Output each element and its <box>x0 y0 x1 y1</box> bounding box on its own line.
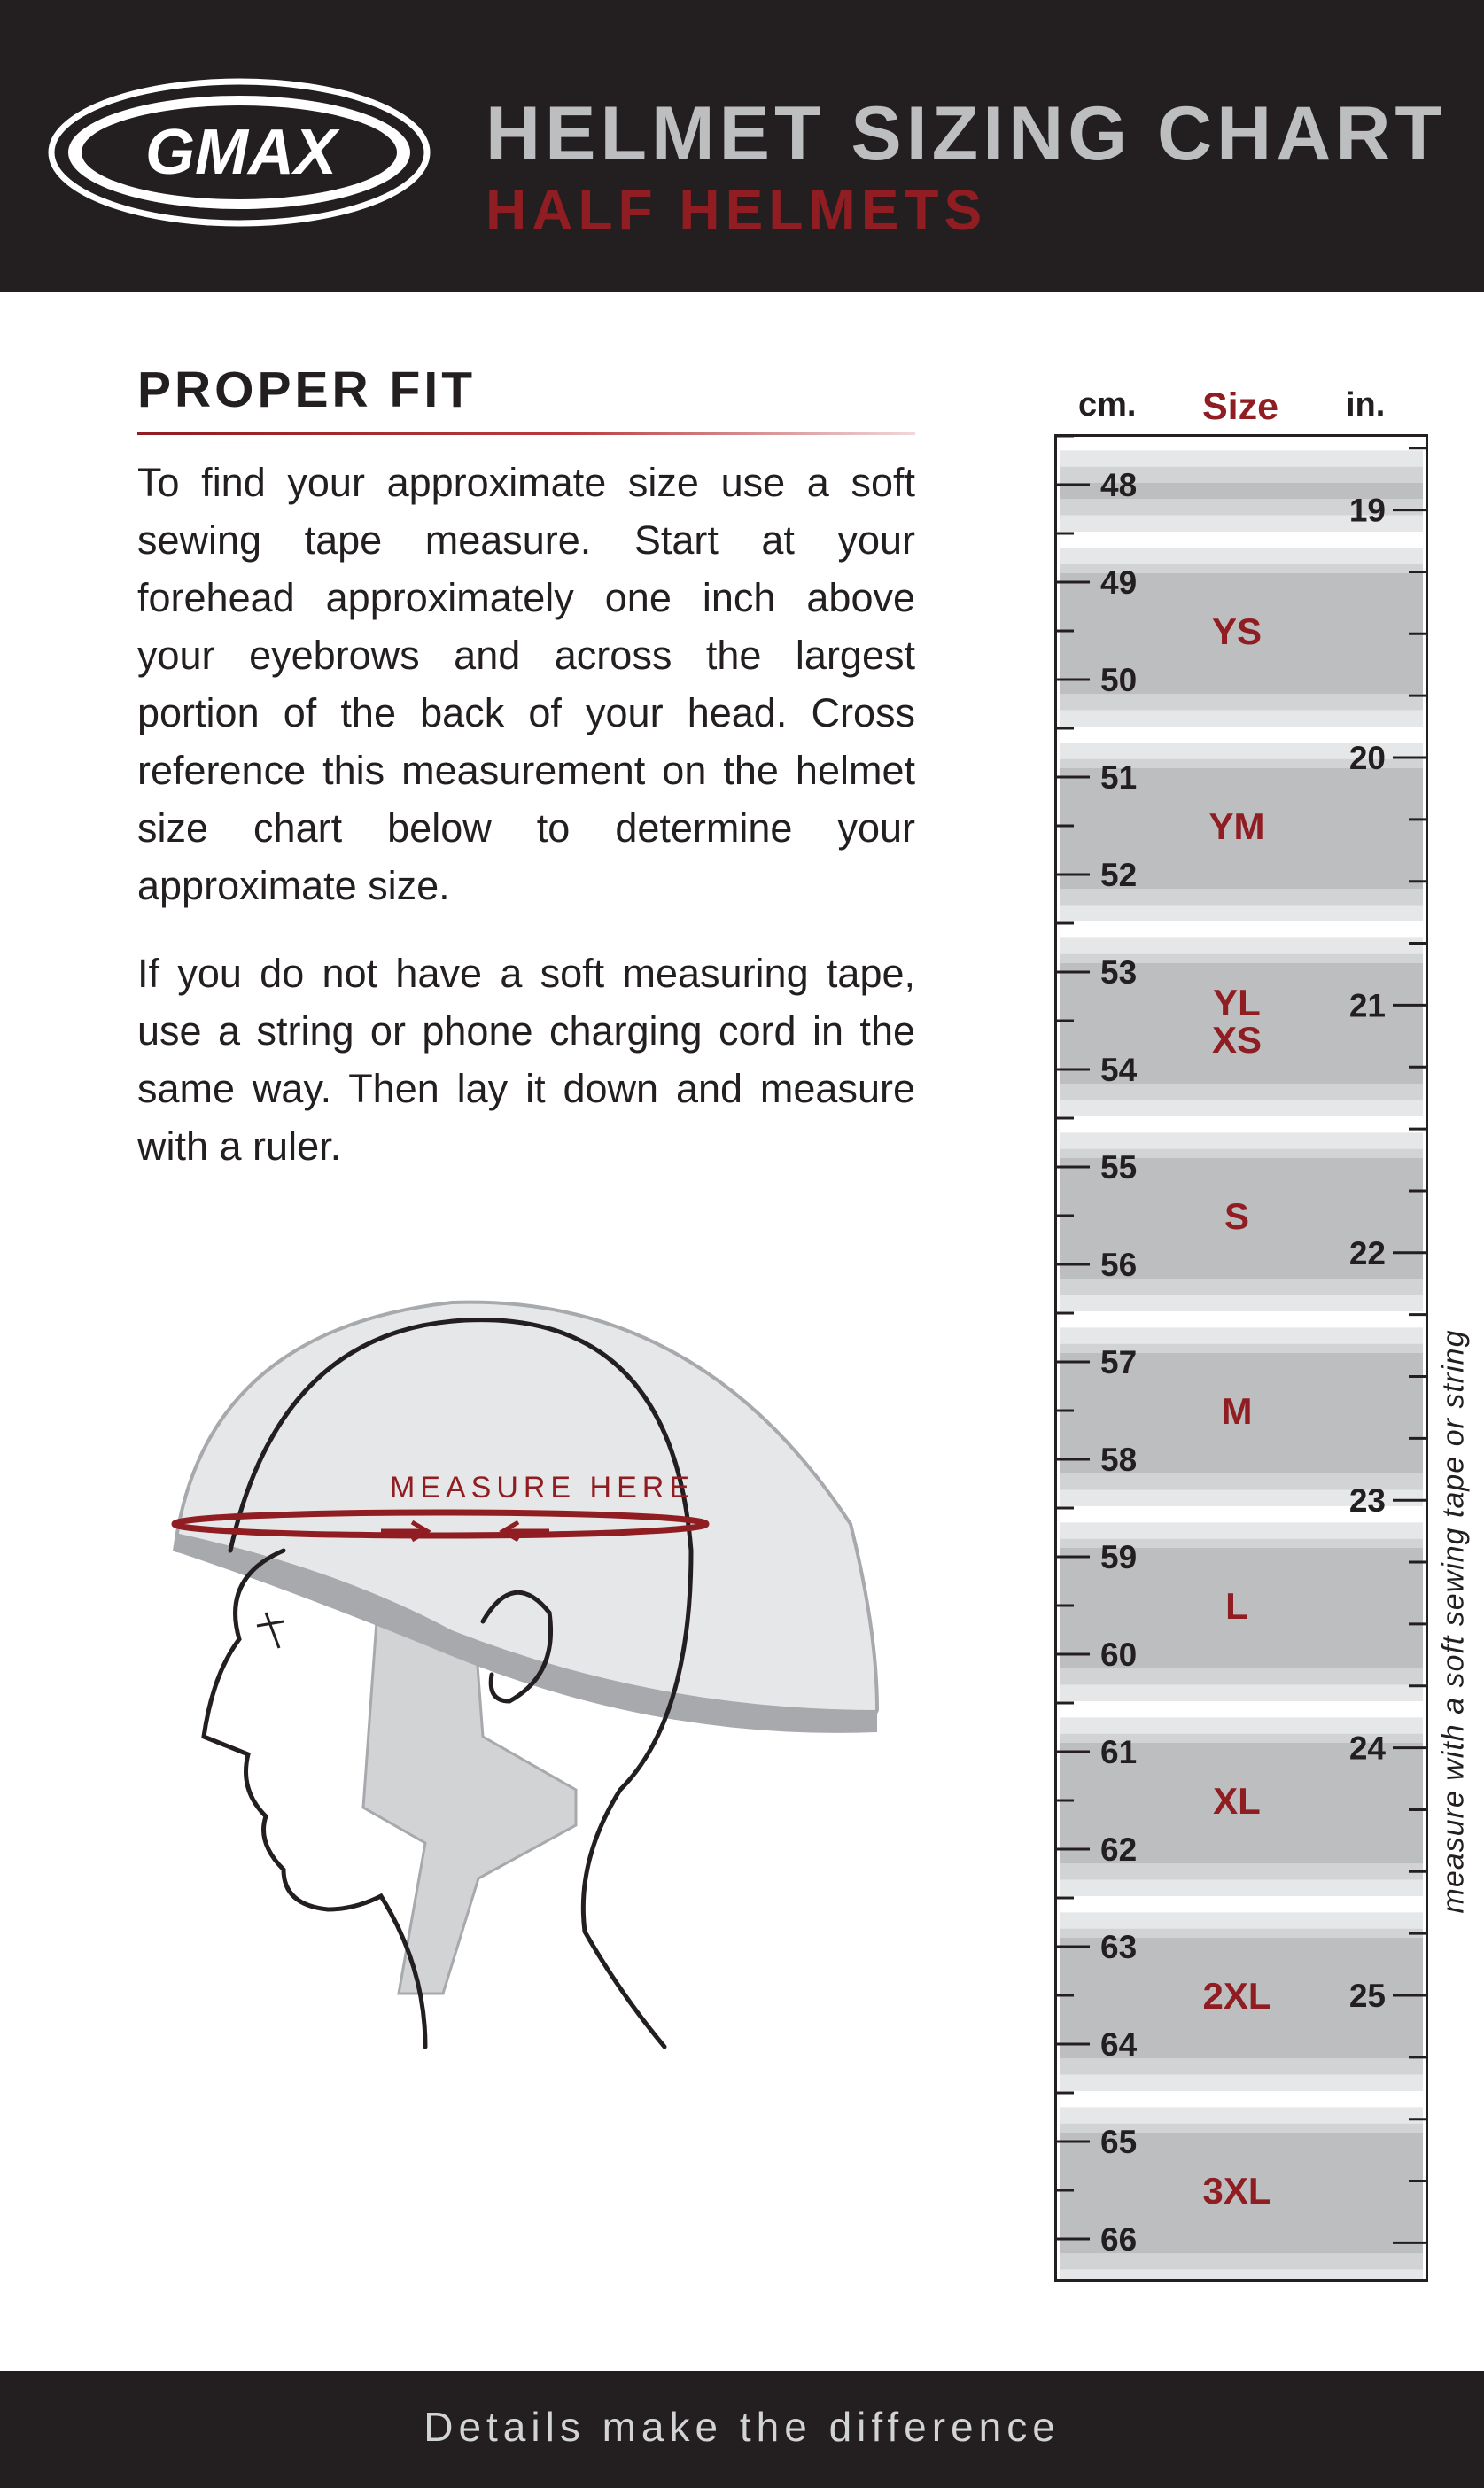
size-label-xl: XL <box>1213 1780 1261 1822</box>
tape-band <box>1060 548 1423 564</box>
cm-label: 66 <box>1100 2221 1138 2258</box>
tape-band <box>1060 2091 1423 2107</box>
inch-label: 24 <box>1348 1730 1386 1767</box>
tape-band <box>1060 532 1423 548</box>
instructions-paragraph-1: To find your approximate size use a soft sewing tape measure. Start at your forehead approximately one inch above your eyebrows and across the largest portion of the back of your head. Cross reference this measurement on the helmet size chart below to determine your approximate size. <box>137 460 915 908</box>
cm-label: 50 <box>1100 662 1138 698</box>
footer-tagline: Details make the difference <box>423 2404 1061 2450</box>
tape-band <box>1060 450 1423 466</box>
cm-label: 61 <box>1100 1734 1138 1770</box>
size-label-s: S <box>1224 1195 1250 1237</box>
tape-band <box>1060 2107 1423 2123</box>
tape-band <box>1060 937 1423 953</box>
heading-divider <box>137 432 915 435</box>
inch-label: 23 <box>1348 1482 1386 1520</box>
proper-fit-heading: PROPER FIT <box>137 362 477 418</box>
cm-label: 54 <box>1100 1052 1138 1088</box>
tape-band <box>1060 921 1423 937</box>
size-label-2xl: 2XL <box>1202 1975 1271 2017</box>
size-label-ym: YM <box>1208 805 1265 847</box>
tape-band <box>1060 1522 1423 1538</box>
tape-band <box>1060 2075 1423 2091</box>
cm-label: 65 <box>1100 2124 1138 2160</box>
size-column-header: Size <box>1201 385 1279 428</box>
cm-label: 59 <box>1100 1539 1138 1575</box>
tape-band <box>1060 1116 1423 1132</box>
measure-here-label: MEASURE HERE <box>389 1471 695 1504</box>
svg-text:GMAX: GMAX <box>145 117 337 188</box>
gmax-logo <box>44 75 434 230</box>
size-label-ys: YS <box>1211 610 1263 652</box>
cm-label: 55 <box>1100 1149 1138 1186</box>
size-label-xs: XS <box>1211 1019 1263 1061</box>
cm-label: 57 <box>1100 1344 1138 1380</box>
cm-label: 52 <box>1100 857 1138 893</box>
cm-label: 49 <box>1100 564 1138 601</box>
cm-label: 51 <box>1100 759 1138 796</box>
cm-column-header: cm. <box>1078 386 1137 424</box>
tape-band <box>1060 711 1423 727</box>
tape-band <box>1060 1311 1423 1327</box>
tape-band <box>1060 1327 1423 1343</box>
page-title: HELMET SIZING CHART <box>486 91 1446 176</box>
inch-column-header: in. <box>1346 386 1386 424</box>
header-banner <box>0 0 1484 292</box>
size-label-m: M <box>1221 1390 1253 1432</box>
inch-label: 20 <box>1348 740 1386 776</box>
tape-band <box>1060 1912 1423 1928</box>
cm-label: 53 <box>1100 954 1138 991</box>
page-subtitle: HALF HELMETS <box>486 178 988 242</box>
tape-band <box>1060 1896 1423 1912</box>
tape-band <box>1060 1685 1423 1701</box>
tape-band <box>1060 1295 1423 1311</box>
tape-band <box>1060 906 1423 921</box>
size-label-yl: YL <box>1213 982 1261 1023</box>
cm-label: 48 <box>1100 467 1138 503</box>
cm-label: 62 <box>1100 1831 1138 1868</box>
instructions-paragraph-2: If you do not have a soft measuring tape, use a string or phone charging cord in the same way. Then lay it down and measure with a ruler. <box>137 951 915 1169</box>
footer-banner <box>0 2371 1484 2488</box>
tape-band <box>1060 1132 1423 1148</box>
tape-band <box>1060 1880 1423 1896</box>
cm-label: 63 <box>1100 1929 1138 1965</box>
measure-tip-note: measure with a soft sewing tape or string <box>1436 1329 1471 1914</box>
measuring-tape-chart <box>1054 434 1428 2282</box>
cm-label: 56 <box>1100 1247 1138 1283</box>
head-helmet-illustration <box>159 1258 904 2073</box>
tape-band <box>1060 1701 1423 1717</box>
cm-label: 64 <box>1100 2026 1138 2063</box>
size-label-l: L <box>1225 1585 1248 1627</box>
size-label-3xl: 3XL <box>1202 2170 1271 2212</box>
inch-label: 25 <box>1348 1978 1386 2014</box>
tape-band <box>1060 1100 1423 1116</box>
inch-label: 19 <box>1348 492 1386 529</box>
inch-label: 22 <box>1348 1234 1386 1271</box>
cm-label: 60 <box>1100 1637 1138 1673</box>
inch-label: 21 <box>1348 987 1386 1024</box>
cm-label: 58 <box>1100 1442 1138 1478</box>
eye-outline <box>257 1613 284 1648</box>
